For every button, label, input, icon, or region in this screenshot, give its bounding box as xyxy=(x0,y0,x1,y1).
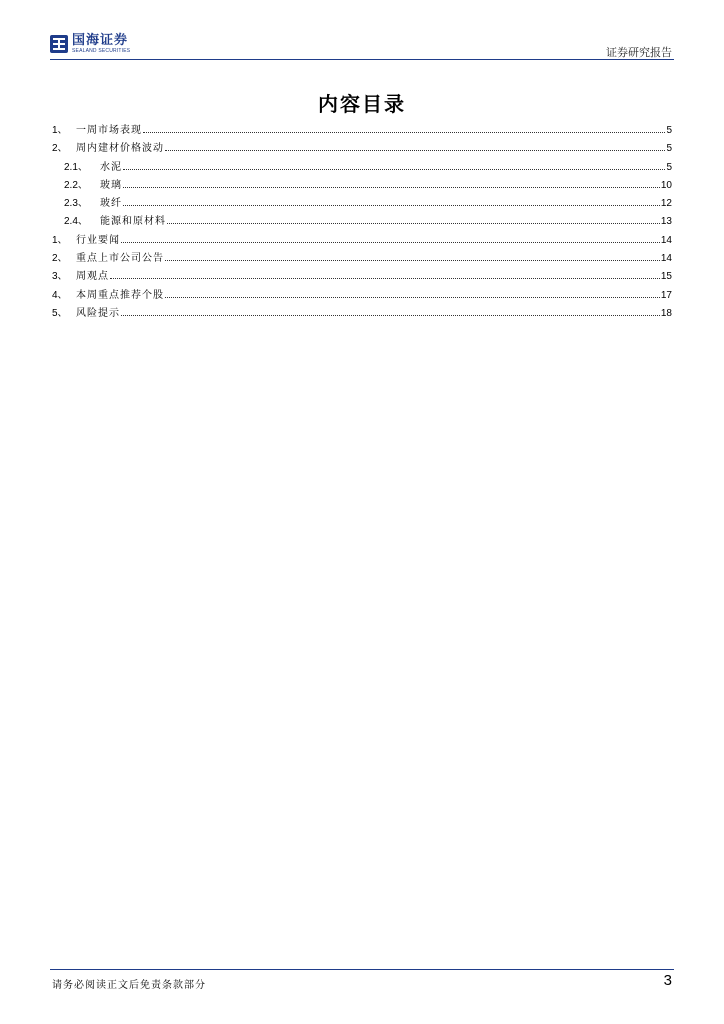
toc-dot-leader xyxy=(165,150,665,151)
toc-entry-number: 2.1、 xyxy=(64,161,88,173)
toc-entry-label: 水泥 xyxy=(100,161,122,173)
logo-english-name: SEALAND SECURITIES xyxy=(72,48,131,54)
toc-subentry[interactable] xyxy=(52,212,672,230)
toc-entry-number: 2、 xyxy=(52,253,68,265)
toc-entry-page: 18 xyxy=(660,307,672,319)
toc-dot-leader xyxy=(167,223,660,224)
toc-entry-label: 玻纤 xyxy=(100,198,122,210)
page-header xyxy=(50,34,674,60)
toc-entry-page: 5 xyxy=(666,125,672,136)
footer-divider xyxy=(50,969,674,970)
toc-entry-label: 重点上市公司公告 xyxy=(76,253,164,265)
toc-entry-page: 10 xyxy=(660,179,672,191)
toc-entry-number: 4、 xyxy=(52,289,68,301)
toc-dot-leader xyxy=(143,132,665,133)
toc-entry[interactable] xyxy=(52,121,672,139)
toc-dot-leader xyxy=(123,205,660,206)
toc-entry-label: 周内建材价格波动 xyxy=(76,143,164,155)
toc-entry-number: 2、 xyxy=(52,143,68,155)
toc-dot-leader xyxy=(121,315,660,316)
toc-entry-label: 能源和原材料 xyxy=(100,216,166,228)
toc-entry-number: 1、 xyxy=(52,125,68,136)
toc-entry-page: 13 xyxy=(660,216,672,228)
header-divider xyxy=(50,59,674,60)
toc-entry[interactable] xyxy=(52,249,672,267)
toc-entry-page: 14 xyxy=(660,253,672,265)
table-of-contents xyxy=(52,121,672,322)
toc-entry-label: 风险提示 xyxy=(76,307,120,319)
logo-chinese-name: 国海证券 xyxy=(72,33,129,48)
toc-entry[interactable] xyxy=(52,304,672,322)
sealand-logo-icon xyxy=(50,35,68,53)
toc-entry-page: 17 xyxy=(660,289,672,301)
toc-dot-leader xyxy=(121,242,660,243)
toc-dot-leader xyxy=(123,169,665,170)
footer-disclaimer: 请务必阅读正文后免责条款部分 xyxy=(52,980,206,991)
toc-entry-page: 15 xyxy=(660,271,672,283)
toc-entry-number: 5、 xyxy=(52,307,68,319)
report-type: 证券研究报告 xyxy=(606,46,672,59)
toc-entry-label: 周观点 xyxy=(76,271,109,283)
toc-entry[interactable] xyxy=(52,231,672,249)
toc-subentry[interactable] xyxy=(52,158,672,176)
toc-entry[interactable] xyxy=(52,139,672,157)
toc-subentry[interactable] xyxy=(52,176,672,194)
toc-dot-leader xyxy=(110,278,660,279)
toc-subentry[interactable] xyxy=(52,194,672,212)
page-number: 3 xyxy=(663,972,672,989)
toc-dot-leader xyxy=(165,260,660,261)
toc-entry-number: 1、 xyxy=(52,234,68,246)
toc-entry-number: 2.2、 xyxy=(64,179,88,191)
toc-entry-page: 5 xyxy=(666,161,672,173)
toc-entry-label: 一周市场表现 xyxy=(76,125,142,136)
toc-entry-label: 本周重点推荐个股 xyxy=(76,289,164,301)
toc-entry-number: 2.4、 xyxy=(64,216,88,228)
toc-entry-label: 行业要闻 xyxy=(76,234,120,246)
toc-entry-page: 5 xyxy=(666,143,672,155)
page-title: 内容目录 xyxy=(318,92,406,116)
toc-dot-leader xyxy=(123,187,660,188)
company-logo xyxy=(50,34,130,58)
toc-entry-page: 14 xyxy=(660,234,672,246)
toc-entry-number: 3、 xyxy=(52,271,68,283)
toc-entry[interactable] xyxy=(52,286,672,304)
toc-entry[interactable] xyxy=(52,267,672,285)
toc-entry-number: 2.3、 xyxy=(64,198,88,210)
toc-dot-leader xyxy=(165,297,660,298)
toc-entry-label: 玻璃 xyxy=(100,179,122,191)
toc-entry-page: 12 xyxy=(660,198,672,210)
